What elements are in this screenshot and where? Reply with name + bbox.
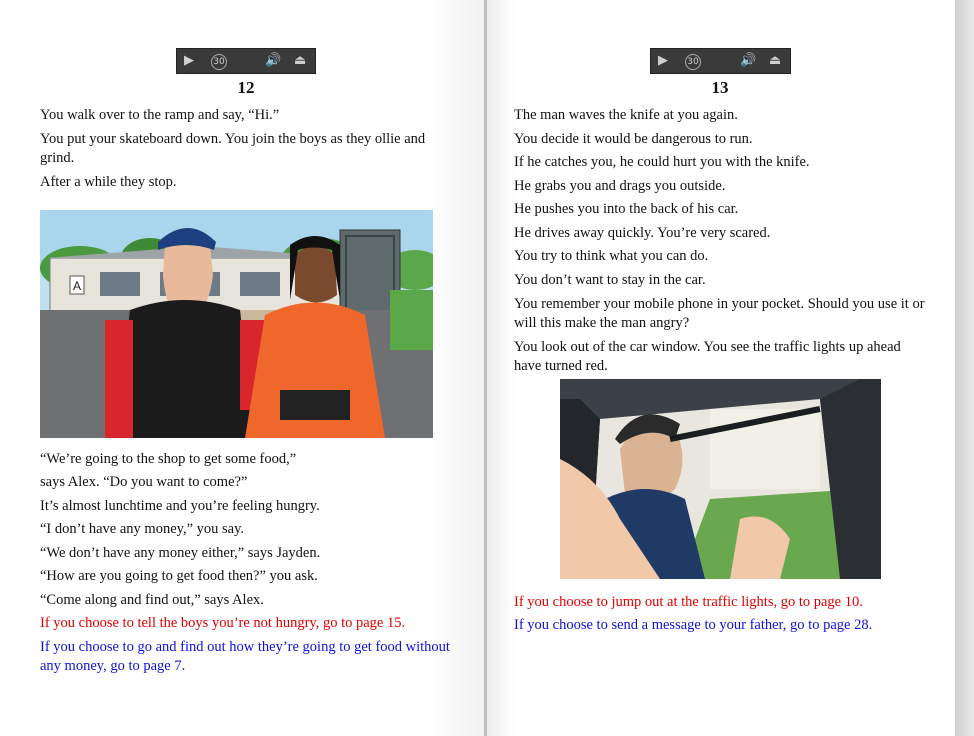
story-text: “We don’t have any money either,” says Jayden.	[40, 545, 321, 561]
volume-icon[interactable]: 🔊	[265, 53, 282, 68]
story-text: You look out of the car window. You see the traffic lights up ahead	[514, 339, 901, 355]
replay-30-button[interactable]: 30	[685, 54, 701, 70]
choice-link-blue[interactable]: If you choose to go and find out how they’re going to get food without	[40, 639, 450, 655]
story-text: grind.	[40, 150, 75, 166]
choice-link-blue[interactable]: any money, go to page 7.	[40, 658, 186, 674]
story-text: You walk over to the ramp and say, “Hi.”	[40, 107, 280, 123]
story-text: You put your skateboard down. You join the boys as they ollie and	[40, 131, 426, 147]
story-text: will this make the man angry?	[514, 315, 690, 331]
car-window-illustration	[560, 379, 881, 579]
choice-link-red[interactable]: If you choose to jump out at the traffic lights, go to page 10.	[514, 594, 863, 610]
book-edge	[955, 0, 974, 736]
right-page	[487, 0, 955, 736]
story-text: “How are you going to get food then?” you ask.	[40, 568, 318, 584]
airplay-icon[interactable]: ⏏	[769, 53, 782, 68]
audio-player-right	[650, 48, 791, 74]
story-text: You don’t want to stay in the car.	[514, 272, 706, 288]
story-text: After a while they stop.	[40, 174, 177, 190]
audio-player-left	[176, 48, 316, 74]
story-text: You remember your mobile phone in your pocket. Should you use it or	[514, 296, 925, 312]
story-text: If he catches you, he could hurt you with the knife.	[514, 154, 810, 170]
skatepark-illustration	[40, 210, 433, 438]
choice-link-blue[interactable]: If you choose to send a message to your father, go to page 28.	[514, 617, 873, 633]
replay-30-button[interactable]: 30	[211, 54, 227, 70]
airplay-icon[interactable]: ⏏	[294, 53, 307, 68]
story-text: have turned red.	[514, 358, 608, 374]
play-button[interactable]: ▶	[658, 53, 668, 68]
story-text: He drives away quickly. You’re very scared.	[514, 225, 771, 241]
story-text: “I don’t have any money,” you say.	[40, 521, 245, 537]
story-text: “Come along and find out,” says Alex.	[40, 592, 264, 608]
story-text: It’s almost lunchtime and you’re feeling hungry.	[40, 498, 320, 514]
choice-link-red[interactable]: If you choose to tell the boys you’re not hungry, go to page 15.	[40, 615, 406, 631]
story-text: “We’re going to the shop to get some food,”	[40, 451, 297, 467]
left-page	[0, 0, 484, 736]
page-number: 12	[237, 78, 255, 97]
story-text: You decide it would be dangerous to run.	[514, 131, 753, 147]
story-text: says Alex. “Do you want to come?”	[40, 474, 248, 490]
page-number: 13	[711, 78, 729, 97]
car-window-scene	[560, 379, 881, 579]
story-text: He pushes you into the back of his car.	[514, 201, 739, 217]
volume-icon[interactable]: 🔊	[740, 53, 757, 68]
play-button[interactable]: ▶	[184, 53, 194, 68]
story-text: He grabs you and drags you outside.	[514, 178, 726, 194]
story-text: The man waves the knife at you again.	[514, 107, 738, 123]
story-text: You try to think what you can do.	[514, 248, 709, 264]
skatepark-scene	[40, 210, 433, 438]
building-sign-letter: A	[73, 279, 82, 293]
